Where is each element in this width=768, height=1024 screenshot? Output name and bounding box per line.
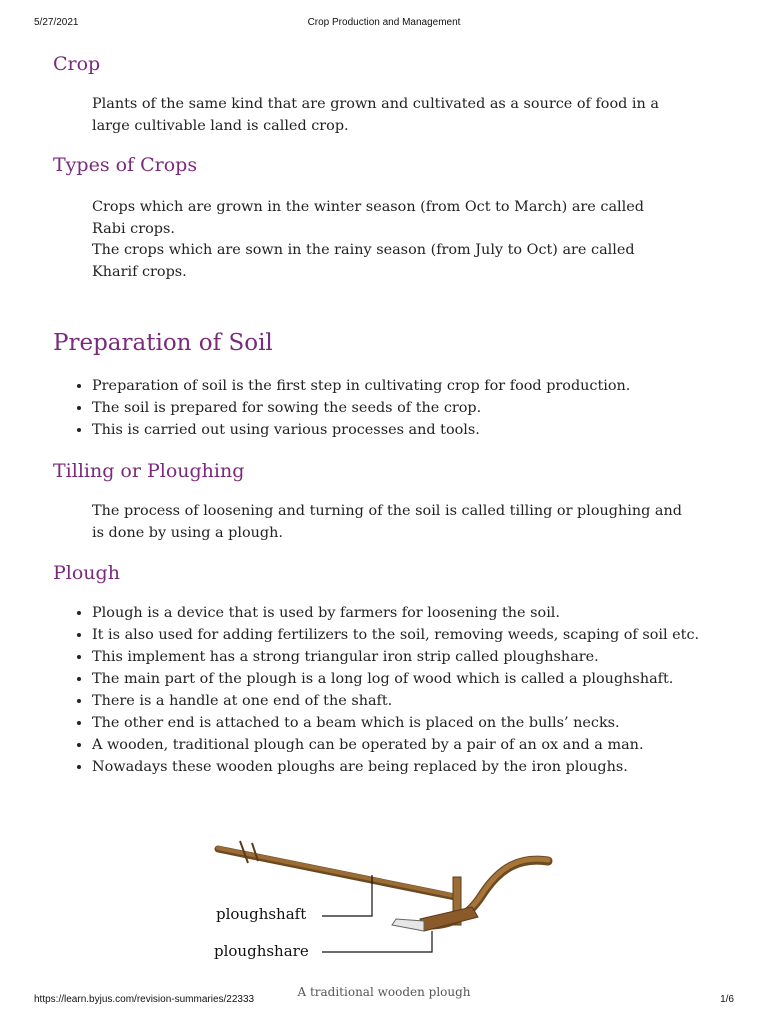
list-item: • A wooden, traditional plough can be operated by a pair of an ox and a man.	[92, 734, 732, 756]
list-item: • Nowadays these wooden ploughs are being replaced by the iron ploughs.	[92, 756, 732, 778]
label-ploughshaft: ploughshaft	[216, 905, 307, 923]
list-item: • Plough is a device that is used by farmers for loosening the soil.	[92, 602, 732, 624]
print-footer	[0, 994, 768, 1008]
heading-types-of-crops: Types of Crops	[53, 154, 198, 176]
list-item: • The main part of the plough is a long log of wood which is called a ploughshaft.	[92, 668, 732, 690]
print-title: Crop Production and Management	[307, 17, 461, 28]
print-url[interactable]: https://learn.byjus.com/revision-summaries/22333	[34, 994, 255, 1005]
list-item: • Preparation of soil is the first step in cultivating crop for food production.	[92, 375, 732, 397]
print-header	[0, 17, 768, 31]
heading-preparation-of-soil: Preparation of Soil	[53, 330, 273, 356]
list-item: • This is carried out using various processes and tools.	[92, 419, 732, 441]
list-item: • The soil is prepared for sowing the seeds of the crop.	[92, 397, 732, 419]
label-ploughshare: ploughshare	[214, 942, 309, 960]
list-item: • There is a handle at one end of the shaft.	[92, 690, 732, 712]
crop-definition: Plants of the same kind that are grown and cultivated as a source of food in a large cultivable land is called crop.	[92, 96, 659, 134]
plough-figure	[210, 835, 570, 995]
soil-bullet-list	[74, 375, 732, 441]
kharif-text: The crops which are sown in the rainy season (from July to Oct) are called Kharif crops.	[92, 242, 635, 280]
list-item: • This implement has a strong triangular iron strip called ploughshare.	[92, 646, 732, 668]
heading-tilling: Tilling or Ploughing	[53, 460, 245, 482]
heading-plough: Plough	[53, 562, 120, 584]
print-page-number: 1/6	[720, 994, 734, 1005]
figure-caption: A traditional wooden plough	[297, 985, 471, 999]
list-item: • It is also used for adding fertilizers to the soil, removing weeds, scaping of soil etc.	[92, 624, 732, 646]
print-date: 5/27/2021	[34, 17, 79, 28]
rabi-text: Crops which are grown in the winter season (from Oct to March) are called Rabi crops.	[92, 199, 644, 237]
list-item: • The other end is attached to a beam which is placed on the bulls’ necks.	[92, 712, 732, 734]
heading-crop: Crop	[53, 53, 101, 75]
tilling-text: The process of loosening and turning of the soil is called tilling or ploughing and is done by using a plough.	[92, 503, 682, 541]
plough-bullet-list	[74, 602, 732, 778]
